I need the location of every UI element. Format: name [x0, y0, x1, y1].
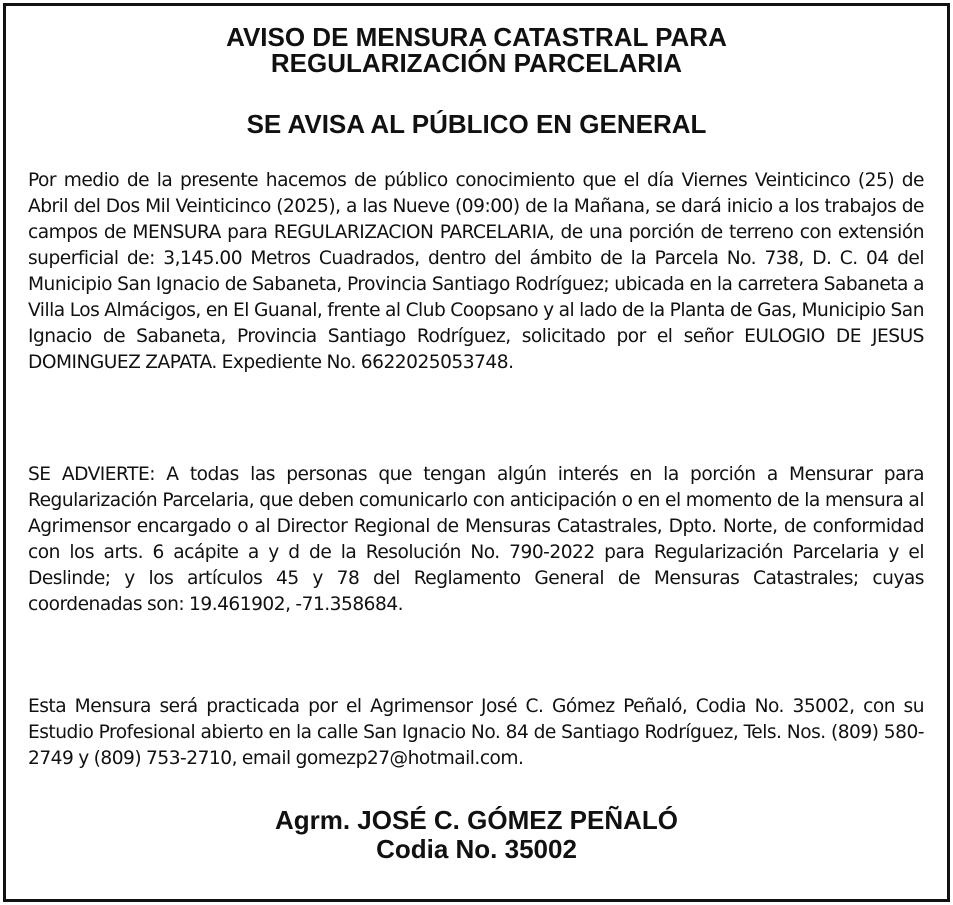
notice-box: [3, 3, 950, 902]
paragraph-announcement: Por medio de la presente hacemos de público conocimiento que el día Viernes Veinticinco (25) de Abril del Dos Mil Veinticinco (2025), a las Nueve (09:00) de la Mañana, se dará inicio a los trabajos de campos de MENSURA para REGULARIZACION PARCELARIA, de una porción de terreno con extensión superficial de: 3,145.00 Metros Cuadrados, dentro del ámbito de la Parcela No. 738, D. C. 04 del Municipio San Ignacio de Sabaneta, Provincia Santiago Rodríguez; ubicada en la carretera Sabaneta a Villa Los Almácigos, en El Guanal, frente al Club Coopsano y al lado de la Planta de Gas, Municipio San Ignacio de Sabaneta, Provincia Santiago Rodríguez, solicitado por el señor EULOGIO DE JESUS DOMINGUEZ ZAPATA. Expediente No. 6622025053748.: [28, 170, 924, 373]
notice-title: [6, 24, 947, 76]
notice-title-line2: REGULARIZACIÓN PARCELARIA: [270, 48, 683, 78]
signature-name: Agrm. JOSÉ C. GÓMEZ PEÑALÓ: [274, 805, 679, 835]
signature-codia: Codia No. 35002: [376, 834, 577, 864]
paragraph-surveyor-contact: Esta Mensura será practicada por el Agrimensor José C. Gómez Peñaló, Codia No. 35002, con su Estudio Profesional abierto en la calle San Ignacio No. 84 de Santiago Rodríguez, Tels. Nos. (809) 580-2749 y (809) 753-2710, email gomezp27@hotmail.com.: [28, 696, 924, 769]
signature-block: [6, 806, 947, 864]
notice-title-line1: AVISO DE MENSURA CATASTRAL PARA: [226, 22, 727, 52]
notice-subtitle: SE AVISA AL PÚBLICO EN GENERAL: [246, 109, 707, 139]
paragraph-warning: SE ADVIERTE: A todas las personas que tengan algún interés en la porción a Mensurar para Regularización Parcelaria, que deben comunicarlo con anticipación o en el momento de la mensura al Agrimensor encargado o al Director Regional de Mensuras Catastrales, Dpto. Norte, de conformidad con los arts. 6 acápite a y d de la Resolución No. 790-2022 para Regularización Parcelaria y el Deslinde; y los artículos 45 y 78 del Reglamento General de Mensuras Catastrales; cuyas coordenadas son: 19.461902, -71.358684.: [28, 464, 924, 615]
